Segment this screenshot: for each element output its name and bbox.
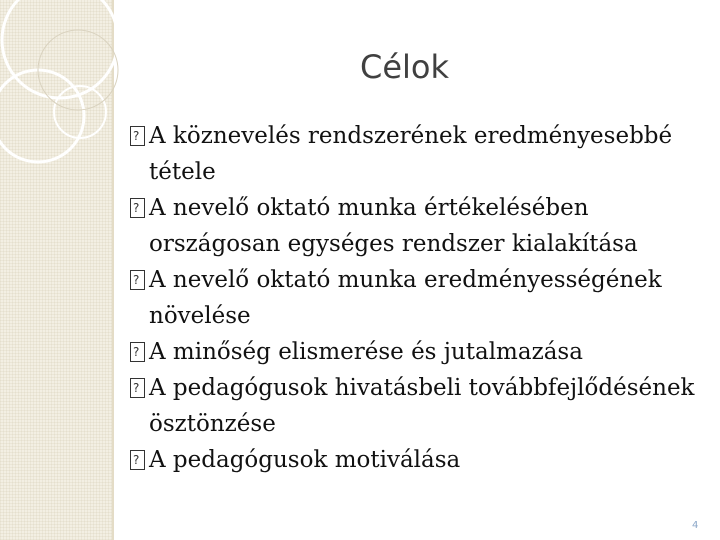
list-item-text: A pedagógusok hivatásbeli továbbfejlődésének ösztönzése [149, 375, 695, 437]
bullet-box-icon [130, 126, 145, 146]
bullet-box-icon [130, 342, 145, 362]
list-item [130, 334, 700, 370]
slide-title: Célok [360, 48, 450, 86]
list-item [130, 190, 700, 262]
list-item-text: A minőség elismerése és jutalmazása [149, 339, 583, 365]
list-item-text: A nevelő oktató munka eredményességének növelése [149, 267, 662, 329]
bullet-box-icon [130, 450, 145, 470]
bullet-box-icon [130, 378, 145, 398]
list-item [130, 370, 700, 442]
list-item [130, 262, 700, 334]
bullet-box-icon [130, 270, 145, 290]
bullet-box-icon [130, 198, 145, 218]
page-number: 4 [692, 520, 699, 531]
list-item-text: A pedagógusok motiválása [149, 447, 461, 473]
list-item-text: A köznevelés rendszerének eredményesebbé tétele [149, 123, 673, 185]
list-item [130, 118, 700, 190]
list-item [130, 442, 700, 478]
bullet-list [130, 118, 700, 478]
list-item-text: A nevelő oktató munka értékelésében országosan egységes rendszer kialakítása [149, 195, 638, 257]
